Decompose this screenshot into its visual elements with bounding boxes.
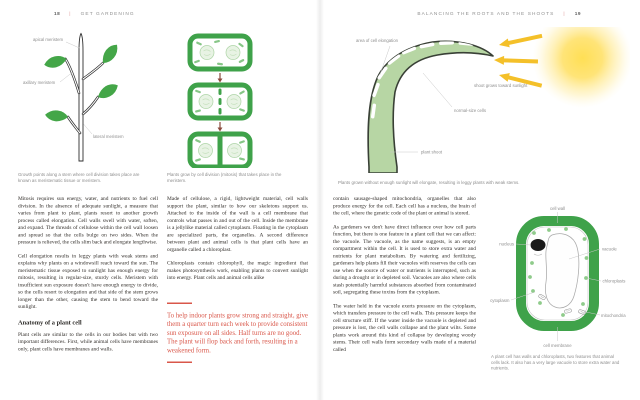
sunlight-arrows [494, 31, 543, 90]
left-page-column-1 [18, 195, 158, 359]
meristem-figure-caption: Growth points along a stem where cell division takes place are known as meristematic tissue or meristem. [18, 172, 140, 183]
body-paragraph: The water held in the vacuole exerts pressure on the cytoplasm, which transfers pressure to the cell walls. This pressure keeps the cell structure stiff. If the water inside the vacuole is depleted and pressure is lost, the cell walls collapse and the plant wilts. Some plants work around this kind of collapse by developing woody stems. Their cell walls form secondary walls made of a material called [333, 302, 476, 353]
body-paragraph: Mitosis requires sun energy, water, and nutrients to fuel cell division. In the absence of adequate sunlight, a measure that varies from plant to plant, plants resort to another growth process called elongation. Cell walls swell with water, soften, and expand. The threads of cellulose within the cell wall loosen and spread so that the cells bulge on two sides. When the pressure is relieved, the cells slim back and elongate lengthwise. [18, 195, 158, 245]
meristem-figure [18, 30, 158, 166]
body-paragraph: Plant cells are similar to the cells in our bodies but with two important differences. First, while animal cells have membranes only, plant cells have membranes and walls. [18, 331, 158, 352]
label-cell-membrane: cell membrane [543, 343, 572, 348]
header-divider: | [69, 11, 72, 17]
mitosis-figure [167, 30, 308, 168]
page-gutter [316, 0, 324, 400]
body-paragraph: Cell elongation results in leggy plants with weak stems and explains why plants on a windowsill reach toward the sun. The meristematic tissue exposed to sunlight has enough energy for mitosis, resulting in regular-size, sturdy cells. Meristem with insufficient sun exposure doesn't have enough energy to divide, so the cells resort to elongation and that side of the stem grows longer than the other, causing the stem to bend toward the sunlight. [18, 252, 158, 310]
running-head-left [54, 11, 135, 17]
running-head-right-title: BALANCING THE ROOTS AND THE SHOOTS [417, 11, 555, 17]
body-paragraph: contain sausage-shaped mitochondria, organelles that also produce energy for the cell. Each cell has a nucleus, the brain of the cell, where the genetic code of the plant or animal is stored. [333, 195, 476, 216]
body-paragraph: As gardeners we don't have direct influence over how cell parts function, but there is one feature in a plant cell that we can affect: the vacuole. The vacuole, as the name suggests, is an empty compartment within the cell. It is used to store extra water and nutrients for plant metabolism. By watering and fertilizing, gardeners help plants fill their vacuoles with reserves the cells can use when the source of water or nutrients is interrupted, such as during a drought or in depleted soil. Vacuoles are also where cells stash potentially harmful substances absorbed from contaminated soil, segregating these toxins from the cytoplasm. [333, 223, 477, 295]
right-page-column-1 [333, 195, 476, 360]
division-arrow-2 [218, 122, 223, 132]
label-vacuole: vacuole [602, 246, 617, 252]
pull-quote-rule-top [167, 302, 192, 304]
header-divider: | [563, 11, 566, 17]
shoot-figure-caption: Plants grown without enough sunlight will elongate, resulting in leggy plants with weak stems. [338, 180, 520, 185]
running-head-right [417, 11, 581, 17]
pull-quote-text: To help indoor plants grow strong and straight, give them a quarter turn each week to provide consistent sun exposure on all sides. Half turns are no good. The plant will flop back and forth, resulting in a weakened form. [167, 311, 308, 354]
running-head-left-title: GET GARDENING [80, 11, 135, 17]
label-lateral-meristem: lateral meristem [93, 134, 124, 139]
label-cell-wall: cell wall [549, 206, 566, 211]
nucleus [531, 239, 546, 251]
label-plant-shoot: plant shoot [421, 149, 443, 155]
pull-quote-rule-bottom [167, 362, 192, 364]
mitosis-cell-1 [190, 36, 250, 69]
plant-stem [79, 34, 83, 162]
plant-branches [66, 59, 104, 133]
division-arrow-1 [218, 73, 223, 83]
label-nucleus: nucleus [499, 241, 514, 247]
plant-cell-figure-caption: A plant cell has walls and chloroplasts, two features that animal cells lack. It also has a very large vacuole to store extra water and nutrients. [491, 354, 620, 371]
mitosis-cell-3 [190, 134, 250, 167]
body-paragraph: Made of cellulose, a rigid, lightweight material, cell walls support the plant, similar to how our skeletons support us. Attached to the inside of the wall is a cell membrane that controls what passes in and out of the cell. Inside the membrane is a jellylike material called cytoplasm. Floating in the cytoplasm are specialized parts, the organelles. A second difference between plant and animal cells is that plant cells have an organelle called a chloroplast. [167, 195, 308, 253]
label-shoot-grows-toward-sunlight: shoot grows toward sunlight [474, 83, 528, 88]
body-paragraph: Chloroplasts contain chlorophyll, the magic ingredient that makes photosynthesis work, enabling plants to convert sunlight into energy. Plant cells and animal cells alike [167, 260, 308, 281]
page-number-right: 19 [574, 11, 581, 17]
mitosis-cell-2 [190, 85, 250, 118]
section-heading: Anatomy of a plant cell [18, 318, 82, 326]
label-chloroplasts: chloroplasts [602, 278, 626, 284]
mitosis-figure-caption: Plants grow by cell division (mitosis) that takes place in the meristem. [167, 172, 282, 183]
page-number-left: 18 [54, 11, 61, 17]
shoot-figure [330, 27, 630, 173]
label-mitochondria: mitochondria [601, 313, 626, 318]
vacuole [545, 234, 578, 308]
plant-cell-figure [488, 203, 632, 352]
label-apical-meristem: apical meristem [33, 37, 64, 42]
pull-quote [167, 302, 308, 363]
label-axillary-meristem: axillary meristem [23, 80, 56, 85]
sun-icon [533, 27, 631, 108]
left-page-column-2 [167, 195, 308, 363]
label-normal-size-cells: normal-size cells [454, 108, 486, 113]
label-area-of-cell-elongation: area of cell elongation [356, 38, 399, 43]
label-cytoplasm: cytoplasm [490, 298, 510, 303]
